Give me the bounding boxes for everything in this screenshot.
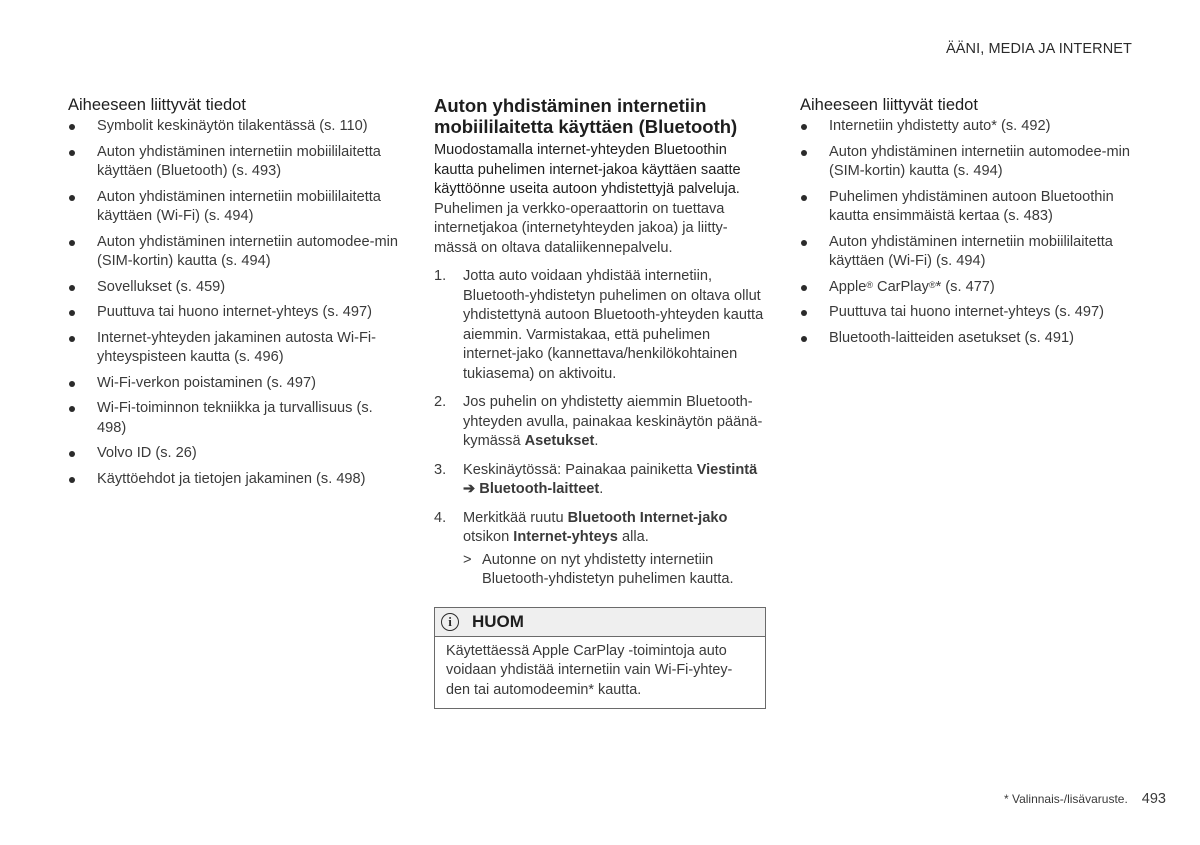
step-result: > Autonne on nyt yhdistetty internetiin Bluetooth-yhdistetyn puhelimen kautta. xyxy=(463,551,734,587)
note-body: Käytettäessä Apple CarPlay -toimintoja auto voidaan yhdistää internetiin vain Wi-Fi-yhtey-den tai automodeemin* kautta. xyxy=(446,642,733,698)
list-item[interactable]: Puhelimen yhdistäminen autoon Bluetoothin kautta ensimmäistä kertaa (s. 483) xyxy=(800,188,1140,227)
bullet-icon xyxy=(69,285,75,291)
related-links-list xyxy=(68,117,398,489)
list-item[interactable]: Auton yhdistäminen internetiin mobiililaitetta käyttäen (Wi-Fi) (s. 494) xyxy=(68,188,398,227)
bullet-icon xyxy=(69,477,75,483)
list-item[interactable]: Internet-yhteyden jakaminen autosta Wi-Fi-yhteyspisteen kautta (s. 496) xyxy=(68,329,398,368)
list-item[interactable]: Auton yhdistäminen internetiin mobiililaitetta käyttäen (Wi-Fi) (s. 494) xyxy=(800,233,1140,272)
communication-menu-label: Viestintä xyxy=(696,461,758,478)
footnote: * Valinnais-/lisävaruste. xyxy=(1003,792,1128,806)
list-item[interactable]: Symbolit keskinäytön tilakentässä (s. 110) xyxy=(68,117,398,137)
result-marker-icon: > xyxy=(463,551,472,568)
list-item[interactable]: Auton yhdistäminen internetiin automodee-min (SIM-kortin) kautta (s. 494) xyxy=(68,233,398,272)
related-info-left xyxy=(68,96,398,495)
bullet-icon xyxy=(69,240,75,246)
list-item[interactable]: Käyttöehdot ja tietojen jakaminen (s. 498) xyxy=(68,470,398,490)
steps-list xyxy=(434,267,766,590)
settings-menu-label: Asetukset xyxy=(524,433,595,449)
arrow-right-icon: ➔ xyxy=(463,481,476,497)
bullet-icon xyxy=(69,310,75,316)
bluetooth-devices-label: Bluetooth-laitteet xyxy=(479,481,600,497)
step-3: 3. Keskinäytössä: Painakaa painiketta Viestintä ➔ Bluetooth-laitteet. xyxy=(434,461,758,497)
step-1: 1. Jotta auto voidaan yhdistää internetiin, Bluetooth-yhdistetyn puhelimen on oltava ollut yhdistettynä autoon Bluetooth-yhteyden kautta aiemmin. Varmistakaa, että puhelimen internet-jako (kannettava/henkilökohtainen tukiasema) on aktivoitu. xyxy=(434,268,764,382)
related-links-list xyxy=(800,117,1140,348)
bullet-icon xyxy=(69,124,75,130)
bullet-icon xyxy=(801,310,807,316)
list-item[interactable]: Puuttuva tai huono internet-yhteys (s. 497) xyxy=(800,303,1140,323)
bullet-icon xyxy=(801,124,807,130)
bullet-icon xyxy=(801,195,807,201)
article-requirement: Puhelimen ja verkko-operaattorin on tuettava internetjakoa (internetyhteyden jakoa) ja liitty-mässä on oltava dataliikennepalvelu. xyxy=(434,200,728,256)
internet-connection-label: Internet-yhteys xyxy=(513,529,618,545)
related-info-right xyxy=(800,96,1140,354)
list-item[interactable]: Auton yhdistäminen internetiin automodee-min (SIM-kortin) kautta (s. 494) xyxy=(800,143,1140,182)
bullet-icon xyxy=(69,381,75,387)
bullet-icon xyxy=(801,240,807,246)
article-intro: Muodostamalla internet-yhteyden Bluetoothin kautta puhelimen internet-jakoa käyttäen saatte käyttöönne useita autoon yhdistettyjä palveluja. xyxy=(434,142,741,197)
bullet-icon xyxy=(69,150,75,156)
bullet-icon xyxy=(69,195,75,201)
bullet-icon xyxy=(801,150,807,156)
note-header xyxy=(435,608,765,637)
page-footer xyxy=(1004,791,1166,807)
article-title: Auton yhdistäminen internetiin mobiililaitetta käyttäen (Bluetooth) xyxy=(434,95,738,137)
list-item[interactable]: Wi-Fi-toiminnon tekniikka ja turvallisuus (s. 498) xyxy=(68,399,398,438)
list-item[interactable]: Wi-Fi-verkon poistaminen (s. 497) xyxy=(68,374,398,394)
bullet-icon xyxy=(69,451,75,457)
list-item[interactable]: Apple® CarPlay®* (s. 477) xyxy=(800,278,1140,298)
bullet-icon xyxy=(801,336,807,342)
section-header: ÄÄNI, MEDIA JA INTERNET xyxy=(946,41,1132,57)
page-number: 493 xyxy=(1141,791,1166,807)
step-4: 4. Merkitkää ruutu Bluetooth Internet-jako otsikon Internet-yhteys alla. > Autonne on nyt yhdistetty internetiin Bluetooth-yhdistetyn puhelimen kautta. xyxy=(434,509,766,590)
related-info-title: Aiheeseen liittyvät tiedot xyxy=(68,96,246,114)
main-article xyxy=(434,96,766,709)
info-icon: i xyxy=(441,613,459,631)
list-item[interactable]: Volvo ID (s. 26) xyxy=(68,444,398,464)
list-item[interactable]: Auton yhdistäminen internetiin mobiililaitetta käyttäen (Bluetooth) (s. 493) xyxy=(68,143,398,182)
note-box xyxy=(434,607,766,710)
list-item[interactable]: Bluetooth-laitteiden asetukset (s. 491) xyxy=(800,329,1140,349)
bluetooth-internet-sharing-label: Bluetooth Internet-jako xyxy=(567,509,728,526)
list-item[interactable]: Sovellukset (s. 459) xyxy=(68,278,398,298)
step-2: 2. Jos puhelin on yhdistetty aiemmin Bluetooth-yhteyden avulla, painakaa keskinäytön päänä-kymässä Asetukset. xyxy=(434,394,763,449)
bullet-icon xyxy=(69,336,75,342)
list-item[interactable]: Puuttuva tai huono internet-yhteys (s. 497) xyxy=(68,303,398,323)
note-title: HUOM xyxy=(472,611,524,631)
list-item[interactable]: Internetiin yhdistetty auto* (s. 492) xyxy=(800,117,1140,137)
bullet-icon xyxy=(801,285,807,291)
bullet-icon xyxy=(69,406,75,412)
related-info-title: Aiheeseen liittyvät tiedot xyxy=(800,96,978,114)
